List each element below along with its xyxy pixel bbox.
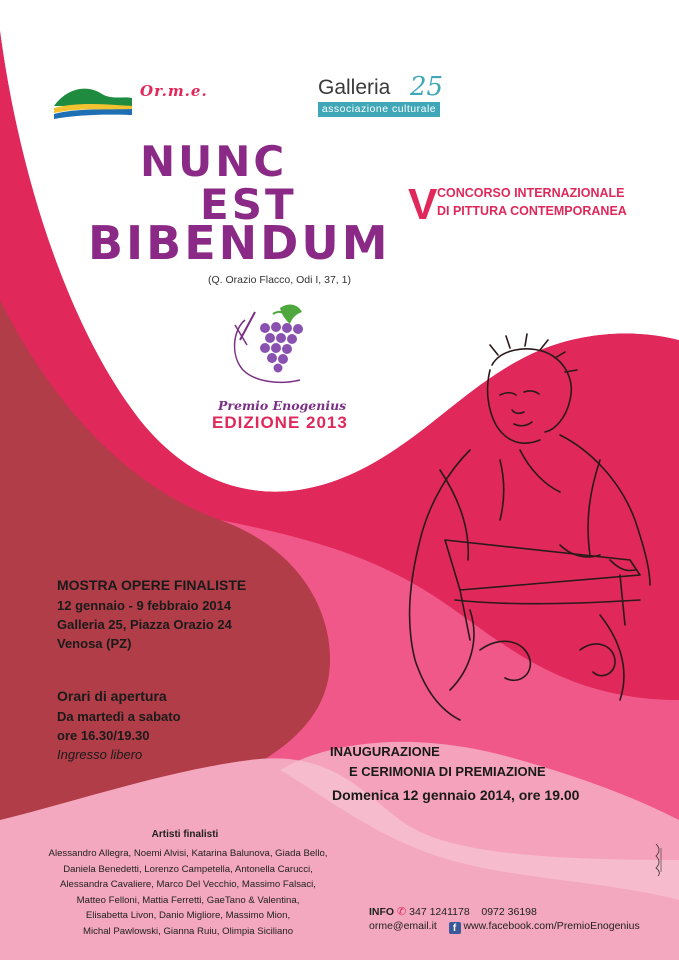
orari-entry: Ingresso libero xyxy=(57,747,143,762)
mostra-venue: Galleria 25, Piazza Orazio 24 xyxy=(57,617,232,632)
orari-heading: Orari di apertura xyxy=(57,688,167,704)
artists-line: Alessandra Cavaliere, Marco Del Vecchio, Massimo Falsaci, xyxy=(60,879,316,890)
info-phone-2: 0972 36198 xyxy=(481,906,537,918)
info-email[interactable]: orme@email.it xyxy=(369,920,437,932)
inaugurazione-date: Domenica 12 gennaio 2014, ore 19.00 xyxy=(332,787,580,803)
galleria-subtitle: associazione culturale xyxy=(318,102,440,117)
artists-line: Daniela Benedetti, Lorenzo Campetella, Antonella Carucci, xyxy=(63,863,313,875)
info-facebook[interactable]: www.facebook.com/PremioEnogenius xyxy=(463,920,640,932)
title-line-2: EST xyxy=(200,180,297,229)
orme-logo xyxy=(52,78,222,120)
premio-edition: EDIZIONE 2013 xyxy=(212,413,348,432)
info-phone-1: 347 1241178 xyxy=(409,906,470,918)
artists-line: Elisabetta Livon, Danio Migliore, Massimo Mion, xyxy=(85,910,291,921)
galleria-word: Galleria xyxy=(318,76,391,99)
orari-hours: ore 16.30/19.30 xyxy=(57,728,150,743)
orari-days: Da martedì a sabato xyxy=(57,709,181,724)
inaugurazione-line-1: INAUGURAZIONE xyxy=(330,744,440,759)
grapes-palette-icon xyxy=(225,300,325,390)
artists-heading: Artisti finalisti xyxy=(151,829,219,840)
mostra-heading: MOSTRA OPERE FINALISTE xyxy=(57,577,247,593)
galleria-logo xyxy=(318,72,442,120)
title-citation: (Q. Orazio Flacco, Odi I, 37, 1) xyxy=(208,274,351,286)
premio-name: Premio Enogenius xyxy=(218,398,347,413)
signature-mark xyxy=(652,842,666,878)
title-line-3: BIBENDUM xyxy=(88,216,391,270)
concorso-line-2: DI PITTURA CONTEMPORANEA xyxy=(437,204,627,218)
info-label: INFO xyxy=(369,906,395,918)
mostra-dates: 12 gennaio - 9 febbraio 2014 xyxy=(57,598,232,613)
phone-icon: ✆ xyxy=(397,906,407,918)
info-row-1 xyxy=(369,905,537,918)
concorso-line-1: CONCORSO INTERNAZIONALE xyxy=(437,186,625,200)
info-row-2 xyxy=(369,920,640,934)
artists-line: Matteo Felloni, Mattia Ferretti, GaeTano & Valentina, xyxy=(76,894,300,906)
artists-line: Alessandro Allegra, Noemi Alvisi, Katarina Balunova, Giada Bello, xyxy=(48,848,328,859)
orme-logo-text: Or.m.e. xyxy=(140,82,208,100)
galleria-number: 25 xyxy=(410,72,444,102)
artists-list xyxy=(8,846,368,939)
orme-hills-icon xyxy=(52,78,142,120)
mostra-city: Venosa (PZ) xyxy=(57,636,132,651)
inaugurazione-line-2: E CERIMONIA DI PREMIAZIONE xyxy=(349,764,546,779)
concorso-roman-numeral: V xyxy=(408,180,438,229)
artists-line: Michal Pawlowski, Gianna Ruiu, Olimpia Siciliano xyxy=(82,925,294,937)
title-line-1: NUNC xyxy=(140,137,288,186)
facebook-icon: f xyxy=(449,922,461,934)
